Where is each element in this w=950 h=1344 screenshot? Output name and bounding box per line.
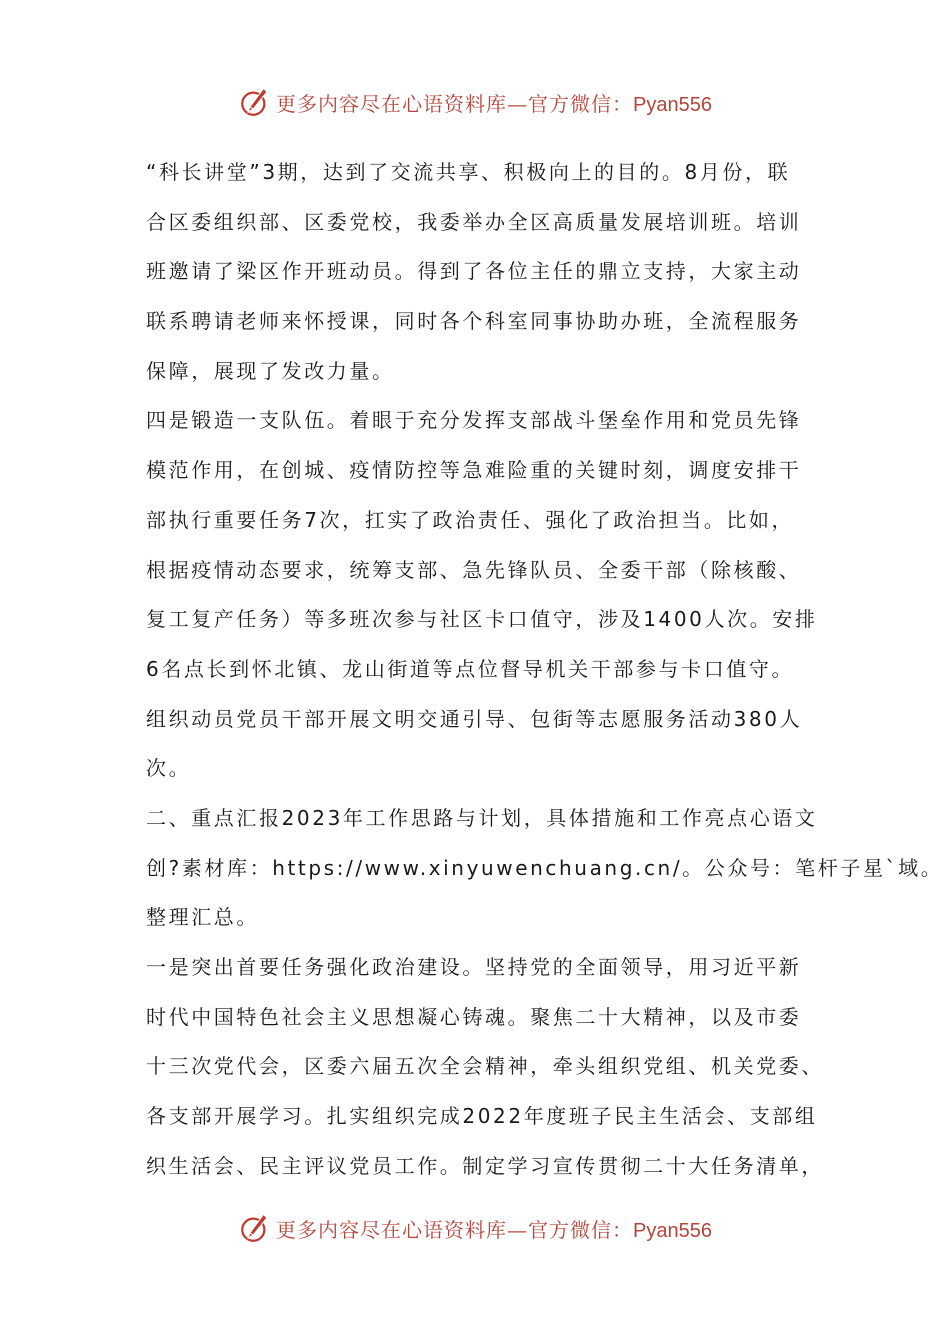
text-line: 时代中国特色社会主义思想凝心铸魂。聚焦二十大精神，以及市委 — [146, 1004, 802, 1029]
text-line: 合区委组织部、区委党校，我委举办全区高质量发展培训班。培训 — [146, 209, 802, 234]
text-line: 十三次党代会，区委六届五次全会精神，牵头组织党组、机关党委、 — [146, 1054, 824, 1079]
text-line: 二、重点汇报2023年工作思路与计划，具体措施和工作亮点心语文 — [146, 805, 818, 830]
wechat-handle: Pyan556 — [633, 1219, 712, 1242]
text-line: 6名点长到怀北镇、龙山街道等点位督导机关干部参与卡口值守。 — [146, 656, 795, 681]
text-line: 部执行重要任务7次，扛实了政治责任、强化了政治担当。比如， — [146, 507, 795, 532]
text-line: 创?素材库：https://www.xinyuwenchuang.cn/。公众号：笔杆子星`域。 — [146, 855, 944, 880]
text-line: 次。 — [146, 756, 192, 781]
document-body — [146, 148, 944, 1191]
text-line: 班邀请了梁区作开班动员。得到了各位主任的鼎立支持，大家主动 — [146, 259, 802, 284]
wechat-handle: Pyan556 — [633, 93, 712, 116]
pen-nib-logo-icon — [238, 1211, 272, 1245]
text-line: 整理汇总。 — [146, 905, 259, 930]
pen-nib-logo-icon — [238, 85, 272, 119]
footer-watermark-banner — [0, 1208, 950, 1248]
text-line: 保障，展现了发改力量。 — [146, 358, 395, 383]
text-line: 联系聘请老师来怀授课，同时各个科室同事协助办班，全流程服务 — [146, 309, 802, 334]
text-line: 织生活会、民主评议党员工作。制定学习宣传贯彻二十大任务清单， — [146, 1153, 824, 1178]
header-watermark-banner — [0, 82, 950, 122]
watermark-text: 更多内容尽在心语资料库—官方微信：Pyan556 — [276, 1217, 712, 1242]
text-line: 各支部开展学习。扎实组织完成2022年度班子民主生活会、支部组 — [146, 1104, 818, 1129]
text-line: 四是锻造一支队伍。着眼于充分发挥支部战斗堡垒作用和党员先锋 — [146, 408, 802, 433]
text-line: 复工复产任务）等多班次参与社区卡口值守，涉及1400人次。安排 — [146, 607, 818, 632]
text-line: 模范作用，在创城、疫情防控等急难险重的关键时刻，调度安排干 — [146, 458, 802, 483]
text-line: 根据疫情动态要求，统筹支部、急先锋队员、全委干部（除核酸、 — [146, 557, 802, 582]
text-line: 组织动员党员干部开展文明交通引导、包街等志愿服务活动380人 — [146, 706, 803, 731]
text-line: 一是突出首要任务强化政治建设。坚持党的全面领导，用习近平新 — [146, 955, 802, 979]
text-line: “科长讲堂”3期，达到了交流共享、积极向上的目的。8月份，联 — [146, 160, 791, 184]
watermark-text: 更多内容尽在心语资料库—官方微信：Pyan556 — [276, 91, 712, 116]
